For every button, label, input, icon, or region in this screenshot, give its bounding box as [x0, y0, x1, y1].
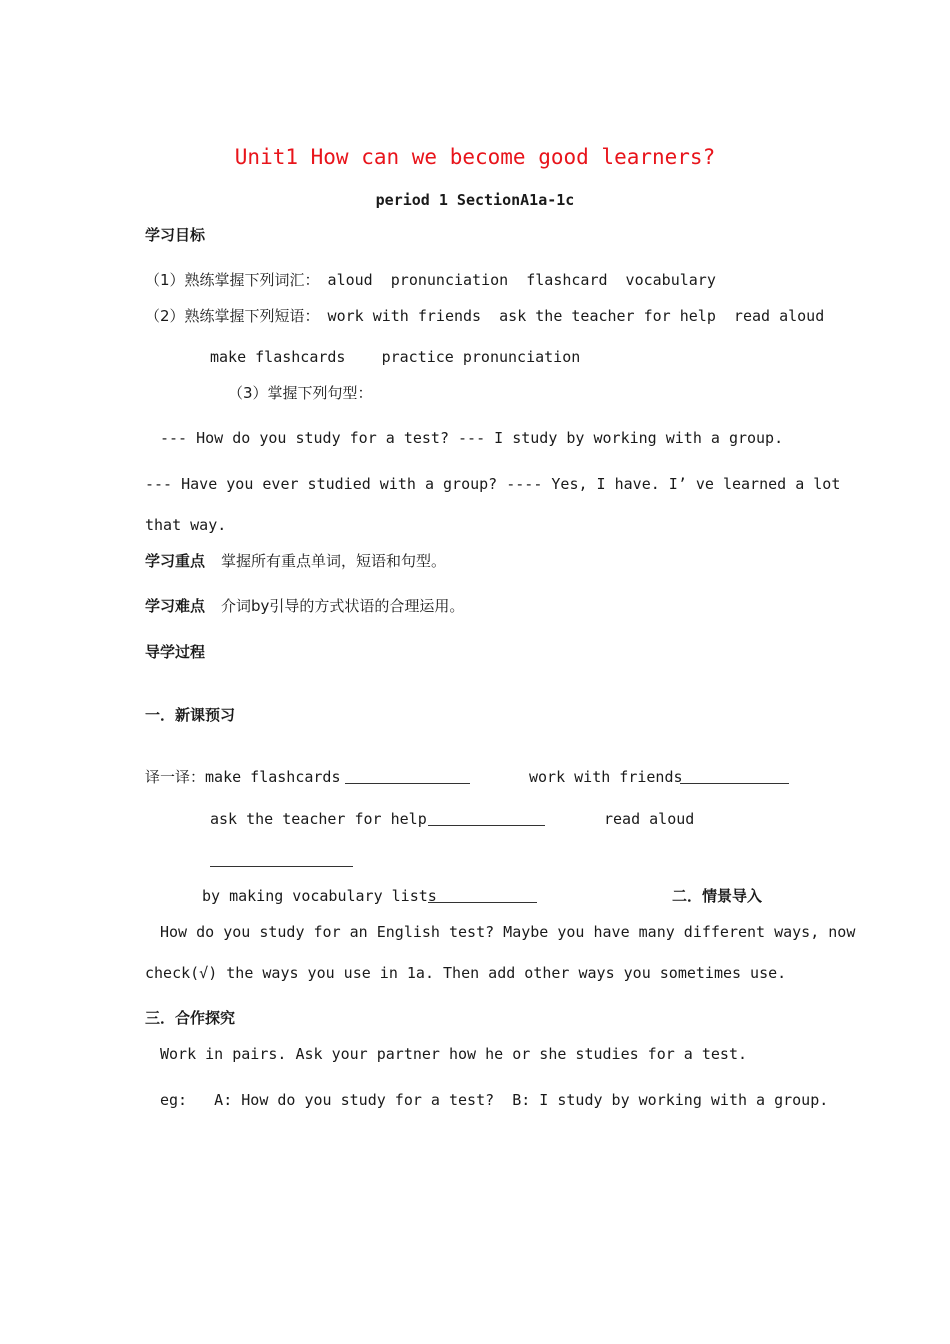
objectives-heading: 学习目标	[145, 226, 206, 244]
objective-vocabulary-words: aloud pronunciation flashcard vocabulary	[327, 271, 716, 289]
translate-phrase-1: make flashcards	[205, 768, 341, 786]
objective-phrases-label: （2）熟练掌握下列短语：	[145, 307, 320, 325]
answer-blank-2[interactable]	[680, 783, 789, 784]
section2-text-1: How do you study for an English test? Maybe you have many different ways, now	[160, 923, 856, 941]
translate-label: 译一译：	[145, 768, 206, 786]
objective-phrases-more: make flashcards practice pronunciation	[210, 348, 581, 366]
answer-blank-3[interactable]	[428, 825, 545, 826]
difficult-points-label: 学习难点	[145, 597, 206, 615]
process-heading: 导学过程	[145, 643, 206, 661]
page-title: Unit1 How can we become good learners?	[234, 145, 716, 169]
page-subtitle: period 1 SectionA1a-1c	[375, 191, 575, 209]
section3-heading: 三．合作探究	[145, 1009, 236, 1027]
objective-sentences-label: （3）掌握下列句型：	[228, 384, 373, 402]
translate-phrase-4: read aloud	[604, 810, 695, 828]
section2-text-2: check(√) the ways you use in 1a. Then add other ways you sometimes use.	[145, 964, 787, 982]
objective-phrases	[145, 306, 824, 326]
translate-row-1	[145, 767, 340, 787]
section1-heading: 一．新课预习	[145, 706, 236, 724]
answer-blank-5[interactable]	[428, 902, 537, 903]
sentence-pattern-1: --- How do you study for a test? --- I study by working with a group.	[160, 429, 784, 447]
section3-example: eg: A: How do you study for a test? B: I study by working with a group.	[160, 1091, 829, 1109]
key-points-text: 掌握所有重点单词，短语和句型。	[221, 552, 447, 570]
answer-blank-1[interactable]	[345, 783, 470, 784]
sentence-pattern-2-cont: that way.	[145, 516, 227, 534]
difficult-points-text: 介词by引导的方式状语的合理运用。	[221, 597, 465, 615]
objective-vocabulary	[145, 270, 716, 290]
answer-blank-4[interactable]	[210, 866, 353, 867]
objective-phrases-list: work with friends ask the teacher for help read aloud	[327, 307, 825, 325]
sentence-pattern-2: --- Have you ever studied with a group? ---- Yes, I have. I’ ve learned a lot	[145, 475, 841, 493]
translate-phrase-3: ask the teacher for help	[210, 810, 427, 828]
key-points-label: 学习重点	[145, 552, 206, 570]
difficult-points	[145, 596, 464, 616]
section3-instruction: Work in pairs. Ask your partner how he or she studies for a test.	[160, 1045, 747, 1063]
section2-heading: 二．情景导入	[672, 887, 763, 905]
translate-phrase-5: by making vocabulary lists	[202, 887, 437, 905]
translate-phrase-2: work with friends	[529, 768, 683, 786]
objective-vocabulary-label: （1）熟练掌握下列词汇：	[145, 271, 320, 289]
key-points	[145, 551, 446, 571]
